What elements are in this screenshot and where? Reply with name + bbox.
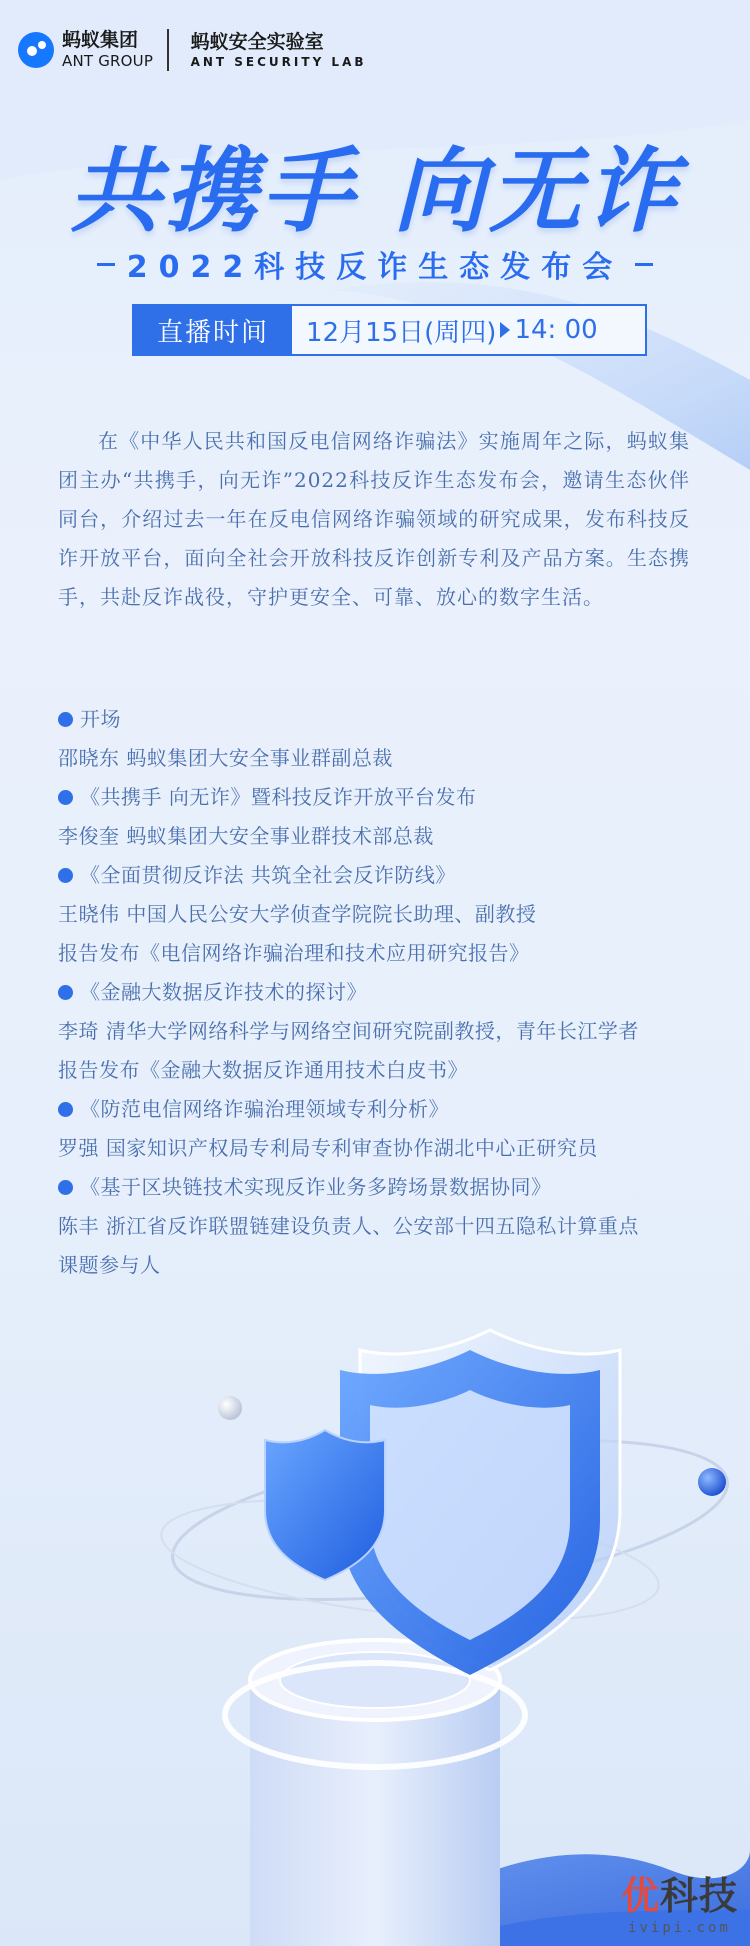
agenda-text: 罗强 国家知识产权局专利局专利审查协作湖北中心正研究员 (58, 1136, 598, 1160)
agenda-detail (58, 739, 718, 778)
agenda-detail (58, 1246, 718, 1285)
agenda-detail (58, 1051, 718, 1090)
agenda-session-title (58, 778, 718, 817)
bullet-dot-icon (58, 1180, 73, 1195)
bullet-dot-icon (58, 1102, 73, 1117)
agenda-text: 《防范电信网络诈骗治理领域专利分析》 (80, 1097, 449, 1121)
agenda-text: 王晓伟 中国人民公安大学侦查学院院长助理、副教授 (58, 902, 537, 926)
site-watermark (621, 1865, 738, 1936)
bullet-dot-icon (58, 790, 73, 805)
lab-name-cn: 蚂蚁安全实验室 (190, 30, 324, 53)
agenda-detail (58, 1207, 718, 1246)
page-title: 共携手 向无诈 (68, 138, 682, 245)
agenda-text: 《金融大数据反诈技术的探讨》 (80, 980, 367, 1004)
bullet-dot-icon (58, 712, 73, 727)
agenda-text: 报告发布《电信网络诈骗治理和技术应用研究报告》 (58, 941, 530, 965)
shield-illustration (150, 1310, 750, 1946)
agenda-detail (58, 817, 718, 856)
subtitle: 2022科技反诈生态发布会 (126, 250, 624, 285)
subtitle-dash-right (635, 263, 653, 266)
play-icon (500, 322, 510, 338)
live-time-value (292, 306, 645, 354)
agenda-detail (58, 934, 718, 973)
agenda-text: 《基于区块链技术实现反诈业务多跨场景数据协同》 (80, 1175, 552, 1199)
agenda-text: 《共携手 向无诈》暨科技反诈开放平台发布 (80, 785, 477, 809)
bullet-dot-icon (58, 868, 73, 883)
agenda-session-title (58, 856, 718, 895)
agenda-text: 开场 (80, 707, 121, 731)
ant-group-en: ANT GROUP (62, 52, 154, 70)
ant-logo-icon (18, 32, 54, 68)
agenda-detail (58, 895, 718, 934)
agenda-text: 陈丰 浙江省反诈联盟链建设负责人、公安部十四五隐私计算重点 (58, 1214, 639, 1238)
watermark-logo (621, 1865, 738, 1920)
agenda-text: 课题参与人 (58, 1253, 161, 1277)
header-logos (18, 28, 367, 72)
live-time-box (132, 304, 647, 356)
agenda-detail (58, 1129, 718, 1168)
agenda-session-title (58, 700, 718, 739)
bullet-dot-icon (58, 985, 73, 1000)
logo-divider (167, 29, 169, 71)
agenda-list (58, 700, 718, 1285)
lab-name-en: ANT SECURITY LAB (190, 54, 367, 69)
intro-paragraph: 在《中华人民共和国反电信网络诈骗法》实施周年之际，蚂蚁集团主办“共携手，向无诈”2022科技反诈生态发布会，邀请生态伙伴同台，介绍过去一年在反电信网络诈骗领域的研究成果，发布科技反诈开放平台，面向全社会开放科技反诈创新专利及产品方案。生态携手，共赴反诈战役，守护更安全、可靠、放心的数字生活。 (58, 429, 690, 609)
agenda-text: 李俊奎 蚂蚁集团大安全事业群技术部总裁 (58, 824, 434, 848)
agenda-detail (58, 1012, 718, 1051)
subtitle-row (40, 242, 710, 286)
ant-group-cn: 蚂蚁集团 (62, 29, 139, 51)
agenda-session-title (58, 973, 718, 1012)
agenda-session-title (58, 1090, 718, 1129)
watermark-you: 优 (620, 1874, 660, 1918)
agenda-session-title (58, 1168, 718, 1207)
agenda-text: 邵晓东 蚂蚁集团大安全事业群副总裁 (58, 746, 393, 770)
live-time: 14: 00 (514, 315, 598, 345)
subtitle-dash-left (97, 263, 115, 266)
agenda-text: 《全面贯彻反诈法 共筑全社会反诈防线》 (80, 863, 456, 887)
live-date: 12月15日(周四) (306, 317, 497, 348)
watermark-rest: 科技 (659, 1874, 738, 1918)
live-time-label: 直播时间 (134, 306, 292, 354)
agenda-text: 报告发布《金融大数据反诈通用技术白皮书》 (58, 1058, 468, 1082)
agenda-text: 李琦 清华大学网络科学与网络空间研究院副教授，青年长江学者 (58, 1019, 639, 1043)
watermark-url: ivipi.com (628, 1920, 731, 1936)
